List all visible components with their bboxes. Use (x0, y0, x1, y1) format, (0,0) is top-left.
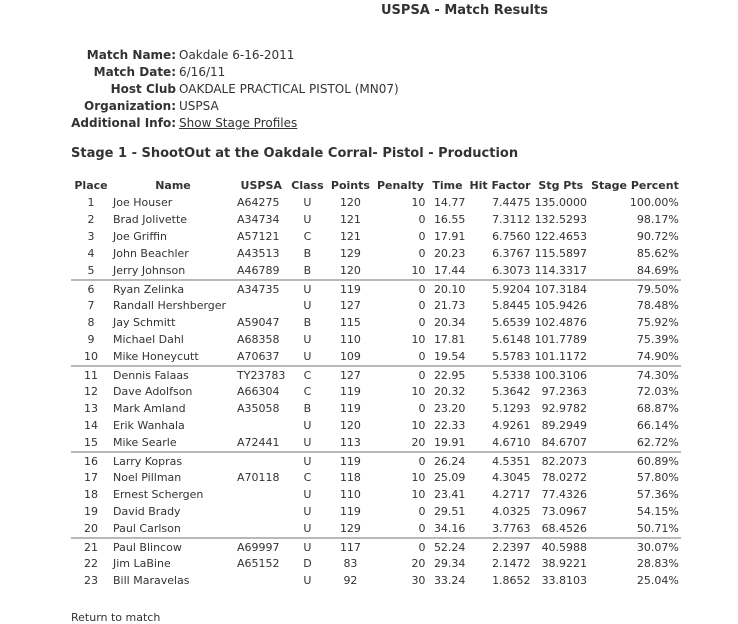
cell-points: 110 (339, 333, 361, 346)
cell-percent: 30.07% (589, 538, 681, 555)
match-date-label: Match Date: (93, 65, 176, 79)
cell-factor: 6.3767 (492, 247, 531, 260)
host-club-value: OAKDALE PRACTICAL PISTOL (MN07) (179, 82, 399, 96)
cell-points: 127 (339, 299, 361, 312)
cell-percent: 57.80% (636, 471, 679, 484)
cell-class: C (303, 471, 312, 484)
cell-percent: 60.89% (589, 452, 681, 469)
cell-place: 9 (87, 333, 95, 346)
cell-penalty: 0 (373, 452, 427, 469)
cell-uspsa (235, 486, 287, 503)
cell-time: 20.10 (427, 280, 467, 297)
table-row (71, 486, 681, 503)
cell-stgpts: 92.9782 (541, 402, 588, 415)
cell-stgpts: 115.5897 (534, 247, 588, 260)
col-stage-percent-header: Stage Percent (591, 178, 679, 192)
additional-info-label: Additional Info: (71, 116, 176, 130)
cell-place: 1 (87, 196, 95, 209)
cell-stgpts: 135.0000 (534, 196, 588, 209)
cell-time: 22.33 (433, 419, 466, 432)
results-body (71, 194, 681, 589)
cell-class: B (303, 402, 312, 415)
cell-percent: 50.71% (636, 522, 679, 535)
cell-points: 83 (343, 557, 358, 570)
cell-percent: 57.36% (636, 488, 679, 501)
cell-penalty: 0 (418, 213, 426, 226)
cell-name: John Beachler (113, 247, 189, 260)
cell-factor: 4.9261 (492, 419, 531, 432)
table-row (71, 211, 681, 228)
cell-time: 22.95 (427, 366, 467, 383)
cell-points: 109 (339, 350, 361, 363)
cell-place: 21 (71, 538, 111, 555)
table-row (71, 520, 681, 538)
cell-points: 110 (339, 488, 361, 501)
col-penalty-header: Penalty (376, 178, 424, 192)
cell-factor: 4.2717 (492, 488, 531, 501)
table-row (71, 538, 681, 555)
cell-time: 20.34 (433, 316, 466, 329)
cell-name: Dave Adolfson (113, 385, 193, 398)
show-stage-profiles-link[interactable]: Show Stage Profiles (179, 116, 298, 130)
cell-name: Ryan Zelinka (111, 280, 235, 297)
cell-penalty: 0 (418, 505, 426, 518)
cell-percent: 85.62% (636, 247, 679, 260)
cell-percent: 74.90% (636, 350, 679, 363)
match-date-value: 6/16/11 (179, 65, 226, 79)
col-name-header: Name (155, 178, 191, 192)
cell-factor: 5.8445 (492, 299, 531, 312)
organization-row (0, 98, 399, 115)
cell-uspsa: A34735 (235, 280, 287, 297)
cell-points: 115 (339, 316, 361, 329)
cell-place: 7 (87, 299, 95, 312)
footer-link[interactable]: Return to match (71, 611, 161, 624)
cell-penalty: 0 (418, 247, 426, 260)
cell-penalty: 0 (373, 538, 427, 555)
cell-name: Mike Honeycutt (113, 350, 199, 363)
cell-stgpts: 78.0272 (541, 471, 588, 484)
cell-name: Paul Blincow (111, 538, 235, 555)
cell-class: U (303, 350, 312, 363)
cell-percent: 98.17% (636, 213, 679, 226)
cell-time: 17.44 (433, 264, 466, 277)
cell-time: 17.81 (433, 333, 466, 346)
table-row (71, 383, 681, 400)
match-date-row (0, 64, 399, 81)
cell-penalty: 0 (418, 230, 426, 243)
cell-penalty: 0 (418, 350, 426, 363)
cell-stgpts: 122.4653 (534, 230, 588, 243)
cell-uspsa: A34734 (237, 213, 280, 226)
cell-factor: 3.7763 (492, 522, 531, 535)
host-club-label: Host Club (110, 82, 176, 96)
cell-stgpts: 101.1172 (534, 350, 588, 363)
cell-class: U (303, 196, 312, 209)
cell-points: 119 (327, 280, 373, 297)
table-row (71, 366, 681, 383)
cell-uspsa: TY23783 (235, 366, 287, 383)
cell-percent: 75.39% (636, 333, 679, 346)
cell-points: 117 (327, 538, 373, 555)
table-row (71, 331, 681, 348)
col-time-header: Time (432, 178, 463, 192)
cell-name: Bill Maravelas (113, 574, 190, 587)
cell-uspsa: A65152 (237, 557, 280, 570)
table-row (71, 194, 681, 211)
cell-class: U (303, 299, 312, 312)
additional-info-value (176, 115, 297, 132)
cell-stgpts: 114.3317 (534, 264, 588, 277)
cell-name: Mike Searle (113, 436, 177, 449)
cell-points: 119 (327, 452, 373, 469)
cell-place: 20 (84, 522, 98, 535)
cell-name: Joe Griffin (113, 230, 167, 243)
cell-factor: 5.9204 (467, 280, 532, 297)
cell-percent: 90.72% (636, 230, 679, 243)
cell-time: 23.41 (433, 488, 466, 501)
cell-time: 21.73 (433, 299, 466, 312)
cell-class: C (303, 230, 312, 243)
cell-percent: 84.69% (636, 264, 679, 277)
cell-uspsa: A72441 (237, 436, 280, 449)
cell-name: Larry Kopras (111, 452, 235, 469)
cell-points: 113 (339, 436, 361, 449)
cell-name: Mark Amland (113, 402, 186, 415)
cell-penalty: 0 (373, 366, 427, 383)
match-name-value: Oakdale 6-16-2011 (179, 48, 295, 62)
cell-class: U (303, 522, 312, 535)
cell-uspsa: A57121 (237, 230, 280, 243)
cell-factor: 5.3642 (492, 385, 531, 398)
cell-name: Joe Houser (113, 196, 173, 209)
cell-uspsa (235, 572, 287, 589)
cell-factor: 7.4475 (492, 196, 531, 209)
cell-time: 20.23 (433, 247, 466, 260)
cell-points: 119 (339, 402, 361, 415)
cell-factor: 2.1472 (492, 557, 531, 570)
cell-penalty: 10 (411, 333, 426, 346)
cell-stgpts: 100.3106 (533, 366, 590, 383)
cell-place: 3 (87, 230, 95, 243)
cell-name: Jay Schmitt (113, 316, 176, 329)
cell-stgpts: 68.4526 (541, 522, 588, 535)
cell-class: U (287, 280, 327, 297)
cell-penalty: 10 (411, 419, 426, 432)
cell-class: U (303, 574, 312, 587)
cell-uspsa: A70637 (237, 350, 280, 363)
cell-time: 29.34 (433, 557, 466, 570)
cell-time: 52.24 (427, 538, 467, 555)
cell-factor: 7.3112 (492, 213, 531, 226)
cell-penalty: 0 (418, 402, 426, 415)
match-info (0, 47, 399, 132)
cell-points: 120 (339, 419, 361, 432)
cell-time: 33.24 (433, 574, 466, 587)
cell-points: 127 (327, 366, 373, 383)
table-row (71, 348, 681, 366)
cell-percent: 68.87% (636, 402, 679, 415)
cell-name: Michael Dahl (113, 333, 184, 346)
cell-factor: 5.1293 (492, 402, 531, 415)
cell-stgpts: 132.5293 (534, 213, 588, 226)
table-row (71, 314, 681, 331)
cell-uspsa (235, 417, 287, 434)
cell-stgpts: 82.2073 (533, 452, 590, 469)
cell-points: 92 (343, 574, 358, 587)
cell-penalty: 20 (411, 436, 426, 449)
cell-factor: 1.8652 (492, 574, 531, 587)
cell-percent: 75.92% (636, 316, 679, 329)
cell-factor: 5.5783 (492, 350, 531, 363)
cell-stgpts: 84.6707 (541, 436, 588, 449)
cell-uspsa: A68358 (237, 333, 280, 346)
table-row (71, 572, 681, 589)
cell-factor: 4.0325 (492, 505, 531, 518)
table-row (71, 280, 681, 297)
cell-percent: 54.15% (636, 505, 679, 518)
cell-penalty: 10 (411, 264, 426, 277)
cell-time: 20.32 (433, 385, 466, 398)
cell-uspsa: A35058 (237, 402, 280, 415)
cell-factor: 4.5351 (467, 452, 532, 469)
table-row (71, 228, 681, 245)
cell-points: 121 (339, 213, 361, 226)
cell-time: 19.54 (433, 350, 466, 363)
table-row (71, 262, 681, 280)
cell-place: 17 (84, 471, 98, 484)
table-row (71, 469, 681, 486)
cell-factor: 5.5338 (467, 366, 532, 383)
cell-place: 12 (84, 385, 98, 398)
results-table (71, 176, 681, 589)
cell-stgpts: 107.3184 (533, 280, 590, 297)
cell-place: 13 (84, 402, 98, 415)
cell-uspsa: A70118 (237, 471, 280, 484)
cell-uspsa (235, 452, 287, 469)
cell-place: 15 (84, 436, 98, 449)
cell-penalty: 10 (411, 488, 426, 501)
cell-factor: 5.6539 (492, 316, 531, 329)
cell-percent: 66.14% (636, 419, 679, 432)
cell-uspsa: A46789 (237, 264, 280, 277)
cell-percent: 78.48% (636, 299, 679, 312)
cell-class: B (303, 247, 312, 260)
cell-uspsa (235, 503, 287, 520)
cell-stgpts: 73.0967 (541, 505, 588, 518)
cell-class: U (303, 488, 312, 501)
cell-name: Jerry Johnson (113, 264, 186, 277)
cell-points: 129 (339, 522, 361, 535)
cell-time: 16.55 (433, 213, 466, 226)
cell-penalty: 0 (418, 522, 426, 535)
cell-penalty: 30 (411, 574, 426, 587)
cell-place: 10 (84, 350, 98, 363)
cell-uspsa: A43513 (237, 247, 280, 260)
page-title: USPSA - Match Results (381, 3, 548, 18)
cell-place: 8 (87, 316, 95, 329)
cell-points: 120 (339, 196, 361, 209)
cell-uspsa (235, 520, 287, 538)
table-row (71, 503, 681, 520)
header-row (71, 176, 681, 194)
cell-uspsa (235, 297, 287, 314)
cell-time: 23.20 (433, 402, 466, 415)
cell-place: 22 (84, 557, 98, 570)
cell-class: U (303, 505, 312, 518)
cell-time: 29.51 (433, 505, 466, 518)
cell-time: 19.91 (433, 436, 466, 449)
table-row (71, 400, 681, 417)
organization-label: Organization: (84, 99, 176, 113)
cell-points: 119 (339, 385, 361, 398)
cell-name: Dennis Falaas (111, 366, 235, 383)
cell-time: 25.09 (433, 471, 466, 484)
col-class-header: Class (291, 178, 324, 192)
cell-name: Jim LaBine (113, 557, 171, 570)
cell-stgpts: 77.4326 (541, 488, 588, 501)
cell-points: 118 (339, 471, 361, 484)
cell-place: 14 (84, 419, 98, 432)
cell-place: 16 (71, 452, 111, 469)
cell-class: C (303, 385, 312, 398)
cell-percent: 100.00% (629, 196, 679, 209)
cell-name: Ernest Schergen (113, 488, 204, 501)
cell-name: Randall Hershberger (113, 299, 227, 312)
cell-time: 14.77 (433, 196, 466, 209)
col-points-header: Points (330, 178, 370, 192)
cell-percent: 28.83% (636, 557, 679, 570)
cell-penalty: 0 (418, 299, 426, 312)
table-row (71, 555, 681, 572)
cell-points: 129 (339, 247, 361, 260)
cell-name: Noel Pillman (113, 471, 182, 484)
col-stg-pts-header: Stg Pts (538, 178, 584, 192)
cell-stgpts: 33.8103 (541, 574, 588, 587)
cell-stgpts: 97.2363 (541, 385, 588, 398)
cell-percent: 62.72% (636, 436, 679, 449)
cell-class: U (287, 452, 327, 469)
cell-points: 121 (339, 230, 361, 243)
cell-percent: 79.50% (589, 280, 681, 297)
table-row (71, 297, 681, 314)
cell-place: 2 (87, 213, 95, 226)
cell-factor: 2.2397 (467, 538, 532, 555)
organization-value: USPSA (179, 99, 219, 113)
cell-factor: 6.7560 (492, 230, 531, 243)
cell-class: B (303, 316, 312, 329)
cell-class: U (287, 538, 327, 555)
additional-info-row (0, 115, 399, 132)
cell-uspsa: A66304 (237, 385, 280, 398)
cell-place: 6 (71, 280, 111, 297)
cell-class: U (303, 436, 312, 449)
cell-stgpts: 102.4876 (534, 316, 588, 329)
cell-stgpts: 101.7789 (534, 333, 588, 346)
cell-penalty: 0 (418, 316, 426, 329)
cell-class: U (303, 419, 312, 432)
stage-title: Stage 1 - ShootOut at the Oakdale Corral- Pistol - Production (71, 146, 519, 161)
match-name-label: Match Name: (86, 48, 176, 62)
cell-class: D (303, 557, 312, 570)
cell-points: 119 (339, 505, 361, 518)
cell-penalty: 10 (411, 471, 426, 484)
cell-percent: 25.04% (636, 574, 679, 587)
cell-points: 120 (339, 264, 361, 277)
cell-class: U (303, 333, 312, 346)
cell-place: 19 (84, 505, 98, 518)
table-row (71, 434, 681, 452)
cell-place: 11 (71, 366, 111, 383)
cell-uspsa: A59047 (237, 316, 280, 329)
cell-place: 5 (87, 264, 95, 277)
table-row (71, 452, 681, 469)
cell-uspsa: A64275 (237, 196, 280, 209)
cell-time: 26.24 (427, 452, 467, 469)
cell-class: C (287, 366, 327, 383)
cell-percent: 74.30% (589, 366, 681, 383)
cell-name: Paul Carlson (113, 522, 181, 535)
cell-time: 34.16 (433, 522, 466, 535)
cell-stgpts: 89.2949 (541, 419, 588, 432)
cell-uspsa: A69997 (235, 538, 287, 555)
cell-penalty: 20 (411, 557, 426, 570)
cell-class: B (303, 264, 312, 277)
cell-name: David Brady (113, 505, 181, 518)
cell-penalty: 10 (411, 385, 426, 398)
cell-place: 18 (84, 488, 98, 501)
cell-stgpts: 38.9221 (541, 557, 588, 570)
cell-penalty: 10 (411, 196, 426, 209)
cell-factor: 6.3073 (492, 264, 531, 277)
match-name-row (0, 47, 399, 64)
cell-factor: 4.3045 (492, 471, 531, 484)
cell-place: 4 (87, 247, 95, 260)
col-uspsa-header: USPSA (240, 178, 282, 192)
cell-time: 17.91 (433, 230, 466, 243)
cell-stgpts: 40.5988 (533, 538, 590, 555)
cell-name: Erik Wanhala (113, 419, 185, 432)
cell-percent: 72.03% (636, 385, 679, 398)
cell-factor: 4.6710 (492, 436, 531, 449)
col-place-header: Place (74, 178, 108, 192)
cell-penalty: 0 (373, 280, 427, 297)
col-hit-factor-header: Hit Factor (469, 178, 531, 192)
cell-factor: 5.6148 (492, 333, 531, 346)
cell-class: U (303, 213, 312, 226)
host-club-row (0, 81, 399, 98)
cell-name: Brad Jolivette (113, 213, 188, 226)
cell-place: 23 (84, 574, 98, 587)
table-row (71, 417, 681, 434)
table-row (71, 245, 681, 262)
cell-stgpts: 105.9426 (534, 299, 588, 312)
